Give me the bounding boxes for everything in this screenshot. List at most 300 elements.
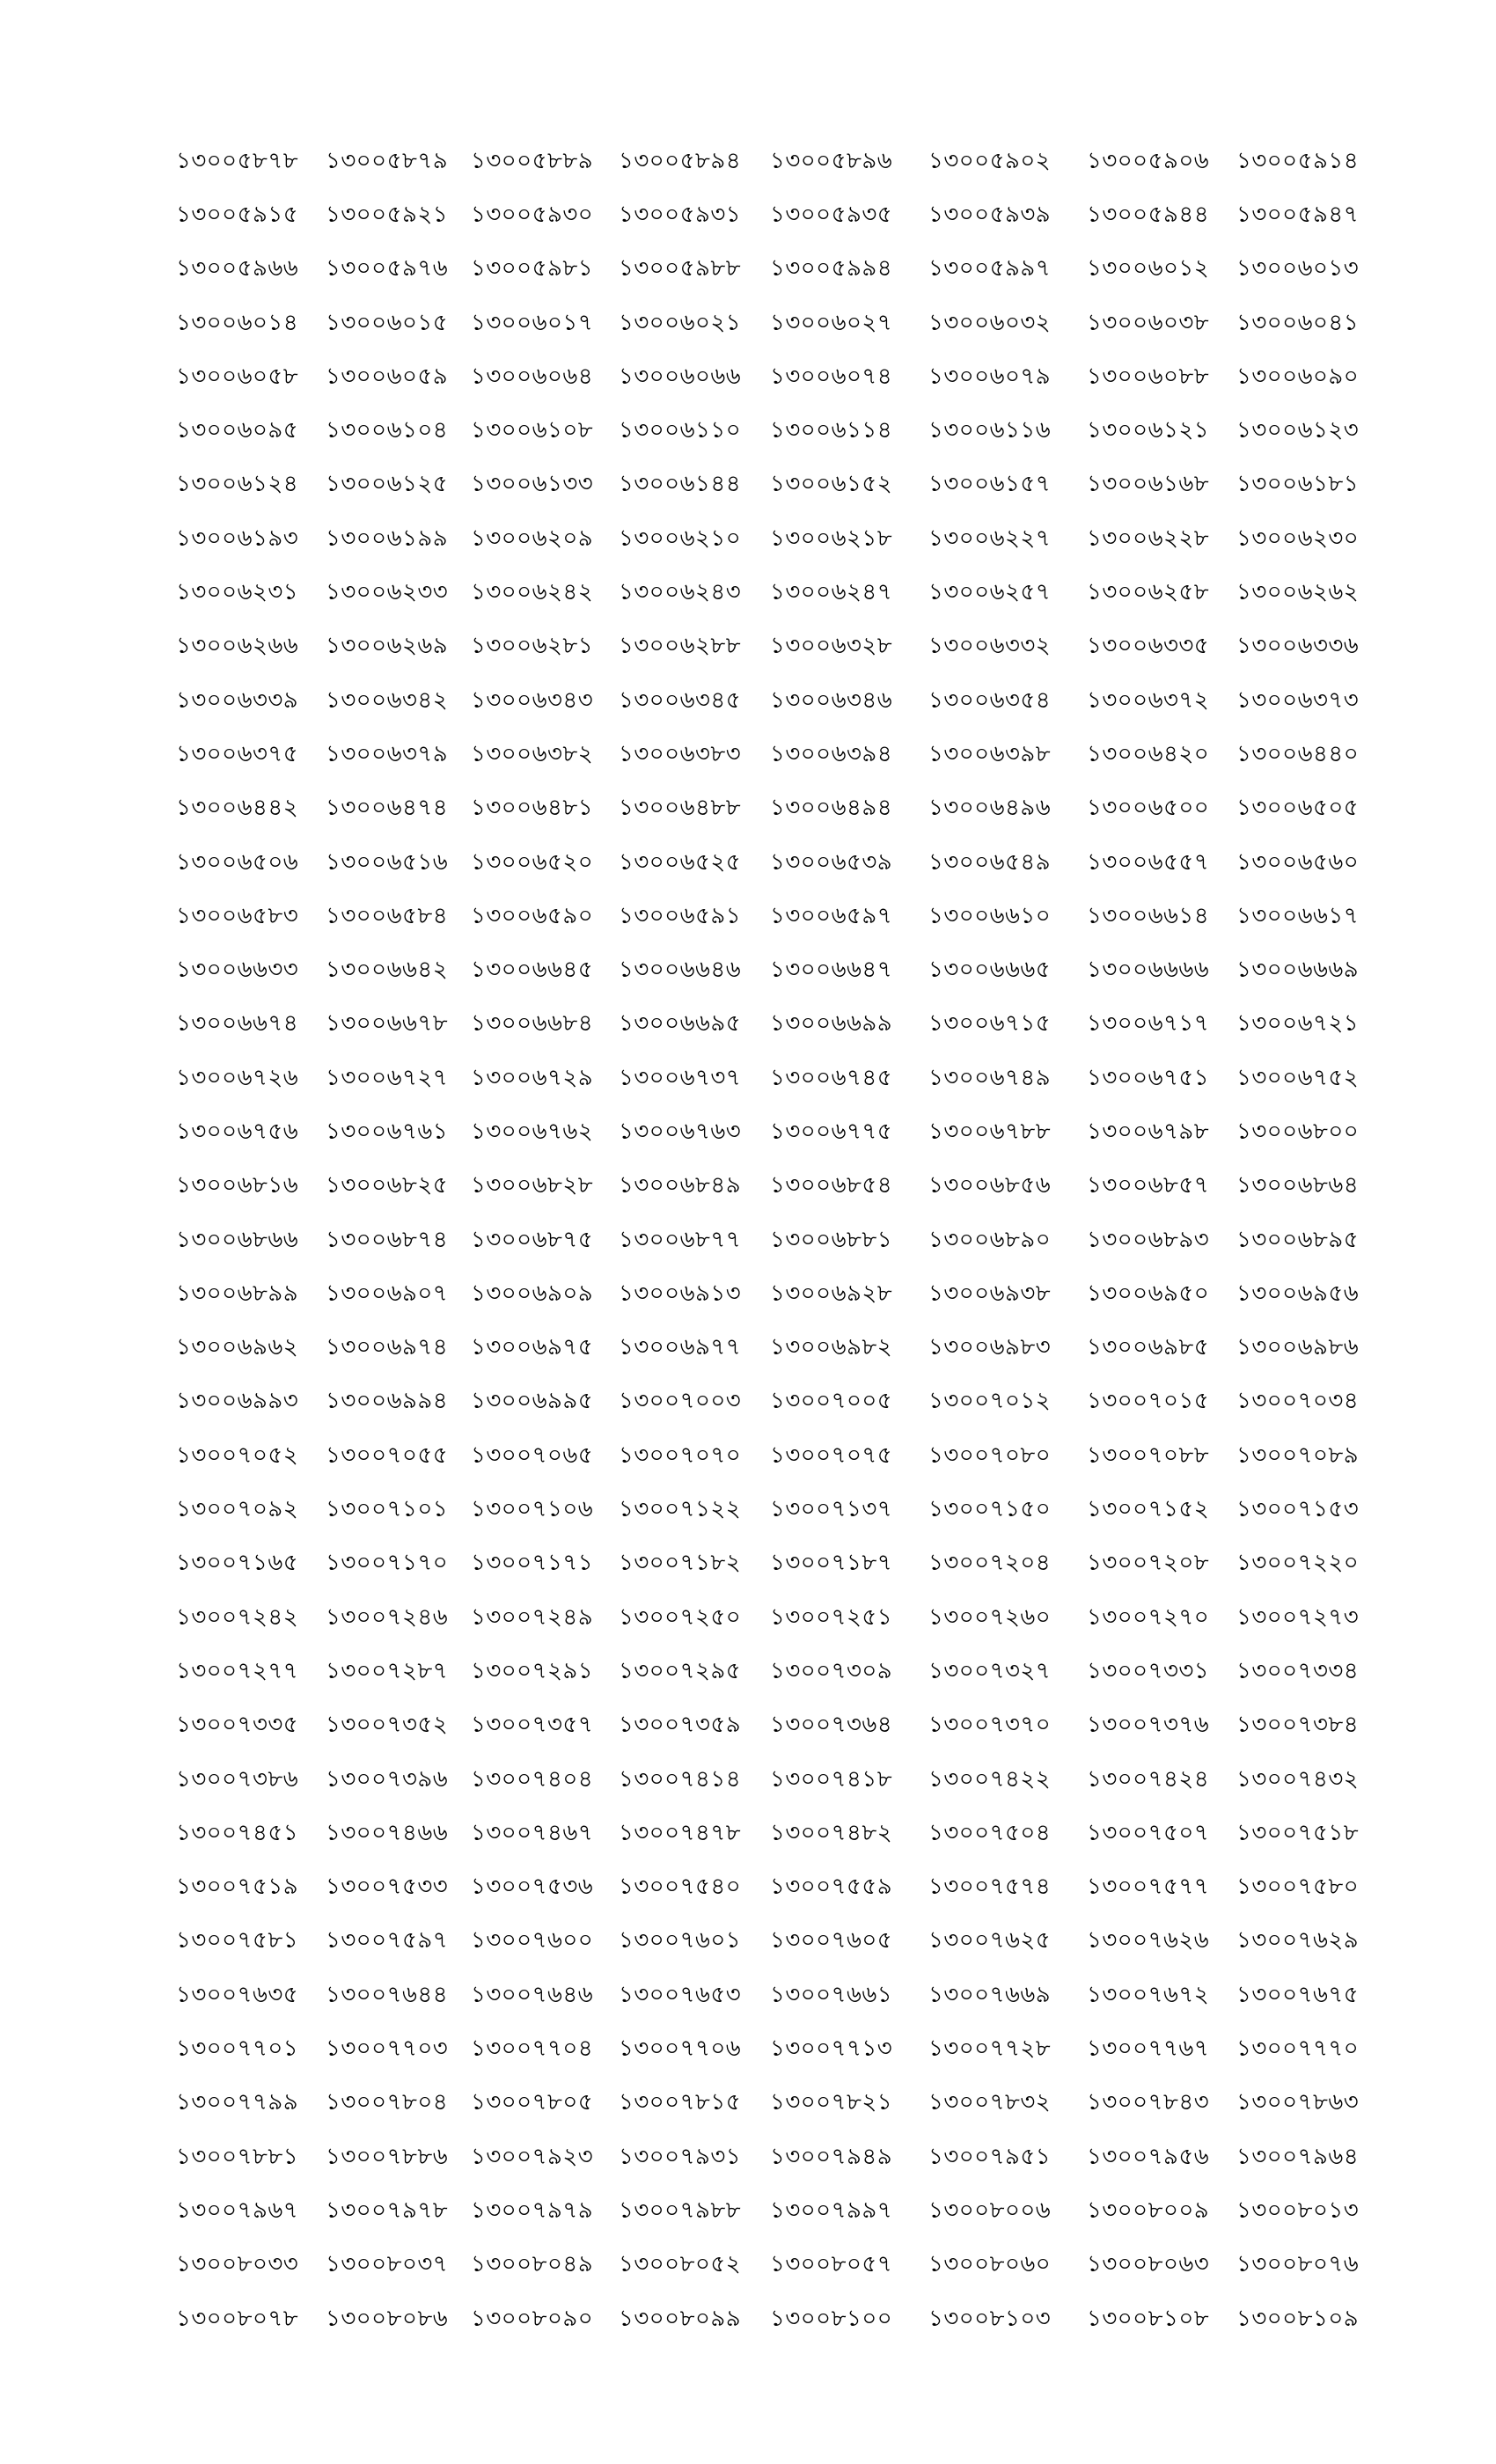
- number-cell: ১৩০০৬১৪৪: [619, 471, 742, 498]
- number-grid: [176, 134, 1408, 2345]
- number-cell: ১৩০০৭১৩৭: [770, 1496, 893, 1523]
- number-cell: ১৩০০৭১০৬: [471, 1496, 594, 1523]
- number-cell: ১৩০০৮০৬৩: [1087, 2251, 1210, 2278]
- number-cell: ১৩০০৭৩৯৬: [326, 1765, 449, 1793]
- number-cell: ১৩০০৬৬৬৫: [928, 957, 1052, 984]
- number-cell: ১৩০০৬৬৭৪: [176, 1010, 299, 1038]
- number-cell: ১৩০০৭৫৮১: [176, 1927, 299, 1954]
- number-cell: ১৩০০৭০১৫: [1087, 1388, 1210, 1415]
- number-cell: ১৩০০৭৩৩১: [1087, 1657, 1210, 1684]
- number-cell: ১৩০০৬৭১৫: [928, 1010, 1052, 1038]
- number-cell: ১৩০০৬৭৫১: [1087, 1064, 1210, 1091]
- number-cell: ১৩০০৭৫১৮: [1236, 1819, 1360, 1846]
- number-cell: ১৩০০৬৮৮১: [770, 1226, 893, 1253]
- number-cell: ১৩০০৭০১২: [928, 1388, 1052, 1415]
- number-cell: ১৩০০৬২৩৩: [326, 579, 449, 606]
- number-cell: ১৩০০৮১০৮: [1087, 2305, 1210, 2332]
- number-cell: ১৩০০৬২৬৯: [326, 633, 449, 660]
- number-cell: ১৩০০৭৯২৩: [471, 2143, 594, 2170]
- number-cell: ১৩০০৫৯৪৭: [1236, 201, 1360, 228]
- number-cell: ১৩০০৬১১৪: [770, 417, 893, 444]
- number-cell: ১৩০০৬৫৪৯: [928, 848, 1052, 876]
- number-cell: ১৩০০৭২৭৩: [1236, 1603, 1360, 1631]
- number-cell: ১৩০০৬২৩১: [176, 579, 299, 606]
- number-cell: ১৩০০৬০১৫: [326, 309, 449, 336]
- number-cell: ১৩০০৫৯৮১: [471, 255, 594, 282]
- number-cell: ১৩০০৭০৬৫: [471, 1441, 594, 1469]
- number-cell: ১৩০০৬২২৭: [928, 524, 1052, 552]
- number-cell: ১৩০০৬৯৭৪: [326, 1334, 449, 1361]
- number-cell: ১৩০০৬৮৫৪: [770, 1172, 893, 1199]
- number-cell: ১৩০০৬৯০৯: [471, 1280, 594, 1307]
- number-cell: ১৩০০৭২৭০: [1087, 1603, 1210, 1631]
- number-cell: ১৩০০৬৮০০: [1236, 1118, 1360, 1145]
- number-cell: ১৩০০৬০৯৫: [176, 417, 299, 444]
- number-cell: ১৩০০৭৬৬১: [770, 1981, 893, 2008]
- number-cell: ১৩০০৭৪২৪: [1087, 1765, 1210, 1793]
- number-cell: ১৩০০৭২০৮: [1087, 1550, 1210, 1577]
- number-cell: ১৩০০৬৭৪৯: [928, 1064, 1052, 1091]
- number-cell: ১৩০০৬৭২৯: [471, 1064, 594, 1091]
- number-cell: ১৩০০৬২৪৭: [770, 579, 893, 606]
- number-cell: ১৩০০৭১৭১: [471, 1550, 594, 1577]
- number-cell: ১৩০০৭৫৫৯: [770, 1874, 893, 1901]
- number-cell: ১৩০০৬২১৮: [770, 524, 893, 552]
- number-cell: ১৩০০৭০৭৫: [770, 1441, 893, 1469]
- number-cell: ১৩০০৭৫৭৭: [1087, 1874, 1210, 1901]
- number-cell: ১৩০০৭২৮৭: [326, 1657, 449, 1684]
- number-cell: ১৩০০৭৩২৭: [928, 1657, 1052, 1684]
- number-cell: ১৩০০৬৯৯৫: [471, 1388, 594, 1415]
- number-cell: ১৩০০৬০৮৮: [1087, 363, 1210, 390]
- number-cell: ১৩০০৬৬৪৬: [619, 957, 742, 984]
- number-cell: ১৩০০৬০১২: [1087, 255, 1210, 282]
- number-cell: ১৩০০৭৬২৯: [1236, 1927, 1360, 1954]
- number-cell: ১৩০০৭৯৩১: [619, 2143, 742, 2170]
- number-cell: ১৩০০৬২০৯: [471, 524, 594, 552]
- number-cell: ১৩০০৬৩৯৮: [928, 740, 1052, 767]
- number-cell: ১৩০০৬৫৮৪: [326, 902, 449, 929]
- number-cell: ১৩০০৭৩৫৯: [619, 1712, 742, 1739]
- number-cell: ১৩০০৭০৮৯: [1236, 1441, 1360, 1469]
- number-cell: ১৩০০৬৮৬৬: [176, 1226, 299, 1253]
- number-cell: ১৩০০৭৭৬৭: [1087, 2035, 1210, 2063]
- number-cell: ১৩০০৬২৮৮: [619, 633, 742, 660]
- number-cell: ১৩০০৬২৬২: [1236, 579, 1360, 606]
- number-cell: ১৩০০৭২০৪: [928, 1550, 1052, 1577]
- number-cell: ১৩০০৭১৬৫: [176, 1550, 299, 1577]
- number-cell: ১৩০০৭৬৩৫: [176, 1981, 299, 2008]
- number-cell: ১৩০০৭৯৬৭: [176, 2196, 299, 2224]
- number-cell: ১৩০০৭৪৬৭: [471, 1819, 594, 1846]
- number-cell: ১৩০০৬০৭৪: [770, 363, 893, 390]
- number-cell: ১৩০০৭১৫২: [1087, 1496, 1210, 1523]
- number-cell: ১৩০০৬০৭৯: [928, 363, 1052, 390]
- number-cell: ১৩০০৭৭৯৯: [176, 2089, 299, 2116]
- number-cell: ১৩০০৬৮৭৭: [619, 1226, 742, 1253]
- number-cell: ১৩০০৬৯৯৩: [176, 1388, 299, 1415]
- number-cell: ১৩০০৬৪৪২: [176, 795, 299, 822]
- number-cell: ১৩০০৬১০৪: [326, 417, 449, 444]
- number-cell: ১৩০০৭৮৮১: [176, 2143, 299, 2170]
- number-cell: ১৩০০৭৯৮৮: [619, 2196, 742, 2224]
- number-cell: ১৩০০৭৭২৮: [928, 2035, 1052, 2063]
- number-cell: ১৩০০৬০৩২: [928, 309, 1052, 336]
- number-cell: ১৩০০৮০৬০: [928, 2251, 1052, 2278]
- number-cell: ১৩০০৬২৬৬: [176, 633, 299, 660]
- number-cell: ১৩০০৮১০০: [770, 2305, 893, 2332]
- number-cell: ১৩০০৬০১৩: [1236, 255, 1360, 282]
- number-cell: ১৩০০৬৭১৭: [1087, 1010, 1210, 1038]
- number-cell: ১৩০০৬১৫৭: [928, 471, 1052, 498]
- number-cell: ১৩০০৬৬১৭: [1236, 902, 1360, 929]
- number-cell: ১৩০০৭২৫০: [619, 1603, 742, 1631]
- number-cell: ১৩০০৭৬৭২: [1087, 1981, 1210, 2008]
- number-cell: ১৩০০৬৩৭৯: [326, 740, 449, 767]
- number-cell: ১৩০০৭৩৭০: [928, 1712, 1052, 1739]
- number-cell: ১৩০০৭৩৬৪: [770, 1712, 893, 1739]
- number-cell: ১৩০০৬৩৩৯: [176, 686, 299, 714]
- number-cell: ১৩০০৭০০৩: [619, 1388, 742, 1415]
- number-cell: ১৩০০৬২৪৩: [619, 579, 742, 606]
- number-cell: ১৩০০৭০৮৮: [1087, 1441, 1210, 1469]
- number-cell: ১৩০০৭২২০: [1236, 1550, 1360, 1577]
- number-cell: ১৩০০৬৭২১: [1236, 1010, 1360, 1038]
- number-cell: ১৩০০৬৯৫০: [1087, 1280, 1210, 1307]
- number-cell: ১৩০০৬৮৬৪: [1236, 1172, 1360, 1199]
- number-cell: ১৩০০৮১০৩: [928, 2305, 1052, 2332]
- number-cell: ১৩০০৭৮৩২: [928, 2089, 1052, 2116]
- number-cell: ১৩০০৬০২১: [619, 309, 742, 336]
- number-cell: ১৩০০৬০৪১: [1236, 309, 1360, 336]
- number-cell: ১৩০০৬৯৩৮: [928, 1280, 1052, 1307]
- number-cell: ১৩০০৫৯১৪: [1236, 147, 1360, 174]
- number-cell: ১৩০০৮০০৬: [928, 2196, 1052, 2224]
- number-cell: ১৩০০৬৫৬০: [1236, 848, 1360, 876]
- number-cell: ১৩০০৭৪৩২: [1236, 1765, 1360, 1793]
- number-cell: ১৩০০৬৭৫২: [1236, 1064, 1360, 1091]
- number-cell: ১৩০০৬৯৬২: [176, 1334, 299, 1361]
- number-cell: ১৩০০৭৩৩৫: [176, 1712, 299, 1739]
- number-cell: ১৩০০৭৯৯৭: [770, 2196, 893, 2224]
- number-cell: ১৩০০৬৯২৮: [770, 1280, 893, 1307]
- number-cell: ১৩০০৭৫৪০: [619, 1874, 742, 1901]
- number-cell: ১৩০০৭৭০৪: [471, 2035, 594, 2063]
- number-cell: ১৩০০৭৪৬৬: [326, 1819, 449, 1846]
- number-cell: ১৩০০৭১২২: [619, 1496, 742, 1523]
- number-cell: ১৩০০৬৩৭৫: [176, 740, 299, 767]
- number-cell: ১৩০০৮০৩৩: [176, 2251, 299, 2278]
- number-cell: ১৩০০৬৪৮১: [471, 795, 594, 822]
- number-cell: ১৩০০৭৯৪৯: [770, 2143, 893, 2170]
- number-cell: ১৩০০৭৯৭৮: [326, 2196, 449, 2224]
- number-cell: ১৩০০৭৭০৬: [619, 2035, 742, 2063]
- number-cell: ১৩০০৬৯৮৬: [1236, 1334, 1360, 1361]
- number-cell: ১৩০০৭৮০৫: [471, 2089, 594, 2116]
- number-cell: ১৩০০৬১২৫: [326, 471, 449, 498]
- number-cell: ১৩০০৭২৪২: [176, 1603, 299, 1631]
- number-cell: ১৩০০৬৬৯৯: [770, 1010, 893, 1038]
- number-cell: ১৩০০৬০২৭: [770, 309, 893, 336]
- number-cell: ১৩০০৬১২১: [1087, 417, 1210, 444]
- number-cell: ১৩০০৭৬৪৬: [471, 1981, 594, 2008]
- number-cell: ১৩০০৬৬১৪: [1087, 902, 1210, 929]
- number-cell: ১৩০০৬৮৯৫: [1236, 1226, 1360, 1253]
- number-cell: ১৩০০৬৭৯৮: [1087, 1118, 1210, 1145]
- number-cell: ১৩০০৬০১৭: [471, 309, 594, 336]
- number-cell: ১৩০০৬৫০০: [1087, 795, 1210, 822]
- number-cell: ১৩০০৬০৬৪: [471, 363, 594, 390]
- number-cell: ১৩০০৫৯৯৭: [928, 255, 1052, 282]
- number-cell: ১৩০০৭৮৪৩: [1087, 2089, 1210, 2116]
- number-cell: ১৩০০৬৮৫৭: [1087, 1172, 1210, 1199]
- number-cell: ১৩০০৭২৯১: [471, 1657, 594, 1684]
- number-cell: ১৩০০৬৮৭৫: [471, 1226, 594, 1253]
- number-cell: ১৩০০৮০৫২: [619, 2251, 742, 2278]
- number-cell: ১৩০০৬৬৪৫: [471, 957, 594, 984]
- number-cell: ১৩০০৬৭৬২: [471, 1118, 594, 1145]
- number-cell: ১৩০০৭৩৮৬: [176, 1765, 299, 1793]
- number-cell: ১৩০০৭৬২৬: [1087, 1927, 1210, 1954]
- number-cell: ১৩০০৬৫৩৯: [770, 848, 893, 876]
- number-cell: ১৩০০৭৮২১: [770, 2089, 893, 2116]
- number-cell: ১৩০০৭৮০৪: [326, 2089, 449, 2116]
- number-cell: ১৩০০৮০১৩: [1236, 2196, 1360, 2224]
- number-cell: ১৩০০৬৩৩৫: [1087, 633, 1210, 660]
- number-cell: ১৩০০৭৭০৩: [326, 2035, 449, 2063]
- number-cell: ১৩০০৬১১০: [619, 417, 742, 444]
- number-cell: ১৩০০৭৫১৯: [176, 1874, 299, 1901]
- number-cell: ১৩০০৭৬০০: [471, 1927, 594, 1954]
- number-cell: ১৩০০৬২৫৭: [928, 579, 1052, 606]
- number-cell: ১৩০০৭২৯৫: [619, 1657, 742, 1684]
- number-cell: ১৩০০৬৫৯০: [471, 902, 594, 929]
- number-cell: ১৩০০৭০৫২: [176, 1441, 299, 1469]
- number-cell: ১৩০০৬৭৪৫: [770, 1064, 893, 1091]
- number-cell: ১৩০০৭৩৮৪: [1236, 1712, 1360, 1739]
- number-cell: ১৩০০৭০৭০: [619, 1441, 742, 1469]
- number-cell: ১৩০০৬৬১০: [928, 902, 1052, 929]
- number-cell: ১৩০০৬৩৭৩: [1236, 686, 1360, 714]
- number-cell: ১৩০০৬৯৫৬: [1236, 1280, 1360, 1307]
- number-cell: ১৩০০৬৪৭৪: [326, 795, 449, 822]
- number-cell: ১৩০০৭৬২৫: [928, 1927, 1052, 1954]
- number-cell: ১৩০০৬৫৫৭: [1087, 848, 1210, 876]
- number-cell: ১৩০০৭৯৬৪: [1236, 2143, 1360, 2170]
- number-cell: ১৩০০৭৫৩৩: [326, 1874, 449, 1901]
- number-cell: ১৩০০৬৭৭৫: [770, 1118, 893, 1145]
- number-cell: ১৩০০৭৩৫৭: [471, 1712, 594, 1739]
- number-cell: ১৩০০৬১২৩: [1236, 417, 1360, 444]
- number-cell: ১৩০০৭৫৯৭: [326, 1927, 449, 1954]
- number-cell: ১৩০০৬২৫৮: [1087, 579, 1210, 606]
- number-cell: ১৩০০৬৬৪৭: [770, 957, 893, 984]
- number-cell: ১৩০০৭২৫১: [770, 1603, 893, 1631]
- number-cell: ১৩০০৮০৯৯: [619, 2305, 742, 2332]
- number-cell: ১৩০০৫৯৬৬: [176, 255, 299, 282]
- number-cell: ১৩০০৭৪৮২: [770, 1819, 893, 1846]
- number-cell: ১৩০০৫৯৯৪: [770, 255, 893, 282]
- number-cell: ১৩০০৭২৭৭: [176, 1657, 299, 1684]
- number-cell: ১৩০০৬২২৮: [1087, 524, 1210, 552]
- number-cell: ১৩০০৭০৫৫: [326, 1441, 449, 1469]
- number-cell: ১৩০০৬৬৮৪: [471, 1010, 594, 1038]
- number-cell: ১৩০০৬১৯৩: [176, 524, 299, 552]
- number-cell: ১৩০০৭৯৫৬: [1087, 2143, 1210, 2170]
- number-cell: ১৩০০৭৮১৫: [619, 2089, 742, 2116]
- number-cell: ১৩০০৬০৬৬: [619, 363, 742, 390]
- number-cell: ১৩০০৭৬০৫: [770, 1927, 893, 1954]
- number-cell: ১৩০০৬৬৬৯: [1236, 957, 1360, 984]
- number-cell: ১৩০০৬০৩৮: [1087, 309, 1210, 336]
- number-cell: ১৩০০৭৯৭৯: [471, 2196, 594, 2224]
- number-cell: ১৩০০৮০৪৯: [471, 2251, 594, 2278]
- number-cell: ১৩০০৭৫৭৪: [928, 1874, 1052, 1901]
- number-cell: ১৩০০৬৩৮২: [471, 740, 594, 767]
- number-cell: ১৩০০৬৯১৩: [619, 1280, 742, 1307]
- number-cell: ১৩০০৬১৬৮: [1087, 471, 1210, 498]
- number-cell: ১৩০০৬২৪২: [471, 579, 594, 606]
- number-cell: ১৩০০৬৪৯৬: [928, 795, 1052, 822]
- number-cell: ১৩০০৭৩৩৪: [1236, 1657, 1360, 1684]
- number-cell: ১৩০০৬৫৮৩: [176, 902, 299, 929]
- number-cell: ১৩০০৬৩৩৬: [1236, 633, 1360, 660]
- number-cell: ১৩০০৬৫২০: [471, 848, 594, 876]
- number-cell: ১৩০০৬২৩০: [1236, 524, 1360, 552]
- number-cell: ১৩০০৬৭২৭: [326, 1064, 449, 1091]
- number-cell: ১৩০০৬৩৪৫: [619, 686, 742, 714]
- number-cell: ১৩০০৭৬৫৩: [619, 1981, 742, 2008]
- number-cell: ১৩০০৬৯৮৩: [928, 1334, 1052, 1361]
- number-cell: ১৩০০৬৮২৫: [326, 1172, 449, 1199]
- number-cell: ১৩০০৬১৯৯: [326, 524, 449, 552]
- number-cell: ১৩০০৬১২৪: [176, 471, 299, 498]
- number-cell: ১৩০০৮০৭৮: [176, 2305, 299, 2332]
- number-cell: ১৩০০৭৭০১: [176, 2035, 299, 2063]
- number-cell: ১৩০০৭১৮২: [619, 1550, 742, 1577]
- number-cell: ১৩০০৭৪০৪: [471, 1765, 594, 1793]
- number-cell: ১৩০০৬৩৪২: [326, 686, 449, 714]
- number-cell: ১৩০০৬৫১৬: [326, 848, 449, 876]
- number-cell: ১৩০০৭২৬০: [928, 1603, 1052, 1631]
- number-cell: ১৩০০৭৬৭৫: [1236, 1981, 1360, 2008]
- number-cell: ১৩০০৬৩৩২: [928, 633, 1052, 660]
- number-cell: ১৩০০৬৭৮৮: [928, 1118, 1052, 1145]
- number-cell: ১৩০০৬৬৭৮: [326, 1010, 449, 1038]
- number-cell: ১৩০০৮০৫৭: [770, 2251, 893, 2278]
- number-cell: ১৩০০৭১৮৭: [770, 1550, 893, 1577]
- number-cell: ১৩০০৭৬৬৯: [928, 1981, 1052, 2008]
- number-cell: ১৩০০৭০০৫: [770, 1388, 893, 1415]
- number-cell: ১৩০০৭৪৭৮: [619, 1819, 742, 1846]
- number-cell: ১৩০০৬৬৩৩: [176, 957, 299, 984]
- number-cell: ১৩০০৫৯৩৫: [770, 201, 893, 228]
- number-cell: ১৩০০৬৫৯৭: [770, 902, 893, 929]
- number-cell: ১৩০০৬৫২৫: [619, 848, 742, 876]
- number-cell: ১৩০০৬৪৮৮: [619, 795, 742, 822]
- number-cell: ১৩০০৭৩৫২: [326, 1712, 449, 1739]
- number-cell: ১৩০০৬৬৬৬: [1087, 957, 1210, 984]
- number-cell: ১৩০০৮০৮৬: [326, 2305, 449, 2332]
- number-cell: ১৩০০৬৮৫৬: [928, 1172, 1052, 1199]
- number-cell: ১৩০০৭৪২২: [928, 1765, 1052, 1793]
- number-cell: ১৩০০৬৯৭৭: [619, 1334, 742, 1361]
- number-cell: ১৩০০৬৩৪৩: [471, 686, 594, 714]
- number-cell: ১৩০০৮১০৯: [1236, 2305, 1360, 2332]
- number-cell: ১৩০০৬৪২০: [1087, 740, 1210, 767]
- number-cell: ১৩০০৫৮৯৬: [770, 147, 893, 174]
- number-cell: ১৩০০৭৫৮০: [1236, 1874, 1360, 1901]
- number-cell: ১৩০০৬১৩৩: [471, 471, 594, 498]
- number-cell: ১৩০০৬৮৯৩: [1087, 1226, 1210, 1253]
- number-cell: ১৩০০৫৯৮৮: [619, 255, 742, 282]
- number-cell: ১৩০০৬৮১৬: [176, 1172, 299, 1199]
- number-cell: ১৩০০৬০৯০: [1236, 363, 1360, 390]
- number-cell: ১৩০০৬৮৯৯: [176, 1280, 299, 1307]
- number-cell: ১৩০০৭৪১৮: [770, 1765, 893, 1793]
- number-cell: ১৩০০৬৮২৮: [471, 1172, 594, 1199]
- number-cell: ১৩০০৬৮৪৯: [619, 1172, 742, 1199]
- number-cell: ১৩০০৭৫০৪: [928, 1819, 1052, 1846]
- number-cell: ১৩০০৭১০১: [326, 1496, 449, 1523]
- number-cell: ১৩০০৬০৫৮: [176, 363, 299, 390]
- number-cell: ১৩০০৬৩২৮: [770, 633, 893, 660]
- number-cell: ১৩০০৭০৯২: [176, 1496, 299, 1523]
- number-cell: ১৩০০৫৯৩১: [619, 201, 742, 228]
- number-cell: ১৩০০৬৫০৬: [176, 848, 299, 876]
- number-cell: ১৩০০৬৩৭২: [1087, 686, 1210, 714]
- number-cell: ১৩০০৭৭৭০: [1236, 2035, 1360, 2063]
- number-cell: ১৩০০৬১৮১: [1236, 471, 1360, 498]
- number-cell: ১৩০০৫৯১৫: [176, 201, 299, 228]
- number-cell: ১৩০০৭৫৩৬: [471, 1874, 594, 1901]
- number-cell: ১৩০০৭০৩৪: [1236, 1388, 1360, 1415]
- number-cell: ১৩০০৬১০৮: [471, 417, 594, 444]
- number-cell: ১৩০০৬২১০: [619, 524, 742, 552]
- number-cell: ১৩০০৬৩৪৬: [770, 686, 893, 714]
- number-cell: ১৩০০৬৭৬১: [326, 1118, 449, 1145]
- number-cell: ১৩০০৬২৮১: [471, 633, 594, 660]
- number-cell: ১৩০০৬৯৮৫: [1087, 1334, 1210, 1361]
- number-cell: ১৩০০৭৪১৪: [619, 1765, 742, 1793]
- number-cell: ১৩০০৫৮৮৯: [471, 147, 594, 174]
- number-cell: ১৩০০৭৫০৭: [1087, 1819, 1210, 1846]
- number-cell: ১৩০০৬১৫২: [770, 471, 893, 498]
- number-cell: ১৩০০৫৮৯৪: [619, 147, 742, 174]
- number-cell: ১৩০০৬৭৩৭: [619, 1064, 742, 1091]
- number-cell: ১৩০০৫৯৩৯: [928, 201, 1052, 228]
- number-cell: ১৩০০৭৮৬৩: [1236, 2089, 1360, 2116]
- number-cell: ১৩০০৭১৭০: [326, 1550, 449, 1577]
- number-cell: ১৩০০৬৭২৬: [176, 1064, 299, 1091]
- number-cell: ১৩০০৬৭৬৩: [619, 1118, 742, 1145]
- number-cell: ১৩০০৬৪৯৪: [770, 795, 893, 822]
- number-cell: ১৩০০৬০১৪: [176, 309, 299, 336]
- number-cell: ১৩০০৬৫৯১: [619, 902, 742, 929]
- number-cell: ১৩০০৫৯০৬: [1087, 147, 1210, 174]
- number-cell: ১৩০০৬৩৮৩: [619, 740, 742, 767]
- number-cell: ১৩০০৭৬৪৪: [326, 1981, 449, 2008]
- number-cell: ১৩০০৬৯৮২: [770, 1334, 893, 1361]
- number-cell: ১৩০০৬৩৯৪: [770, 740, 893, 767]
- number-cell: ১৩০০৬১১৬: [928, 417, 1052, 444]
- number-cell: ১৩০০৬৮৯০: [928, 1226, 1052, 1253]
- number-cell: ১৩০০৭৪৫১: [176, 1819, 299, 1846]
- number-cell: ১৩০০৭০৮০: [928, 1441, 1052, 1469]
- number-cell: ১৩০০৫৯৩০: [471, 201, 594, 228]
- number-cell: ১৩০০৭৩০৯: [770, 1657, 893, 1684]
- number-cell: ১৩০০৭৮৮৬: [326, 2143, 449, 2170]
